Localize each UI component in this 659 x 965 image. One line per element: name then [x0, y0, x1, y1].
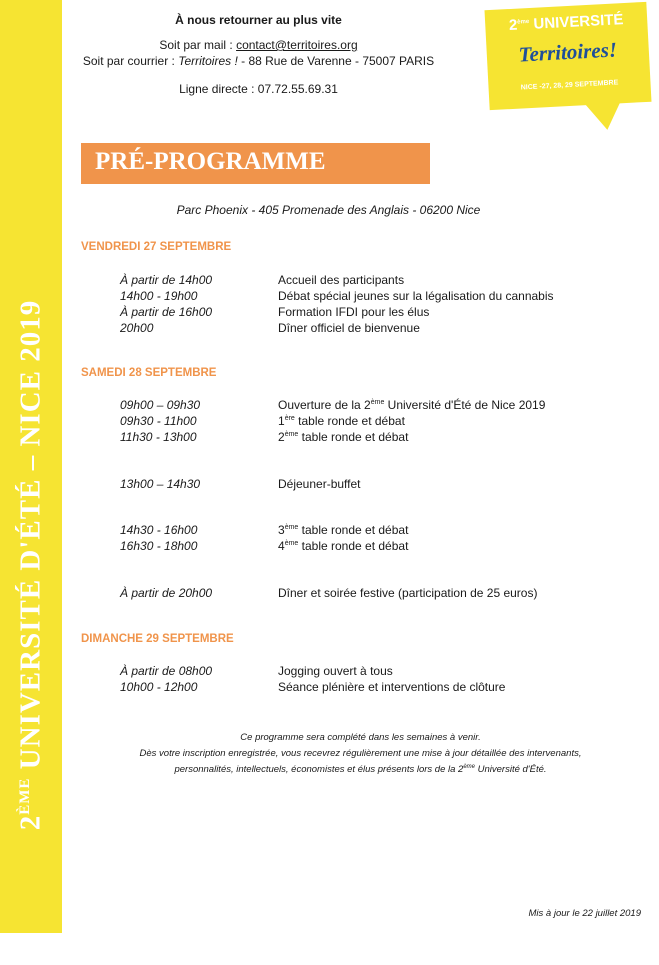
- sidebar-title: 2ÈME UNIVERSITÉ D'ÉTÉ – NICE 2019: [14, 299, 47, 831]
- schedule-activity: Formation IFDI pour les élus: [278, 305, 430, 319]
- schedule-time: 10h00 - 12h00: [120, 680, 198, 694]
- contact-post: Soit par courrier : Territoires ! - 88 Rue de Varenne - 75007 PARIS: [82, 54, 435, 68]
- schedule-row: [120, 414, 620, 430]
- logo-brand: Territoires!: [518, 37, 618, 67]
- schedule-time: À partir de 20h00: [120, 586, 213, 600]
- schedule-row: [120, 289, 620, 305]
- day-heading: SAMEDI 28 SEPTEMBRE: [81, 367, 217, 379]
- footer-line2: Dès votre inscription enregistrée, vous recevrez régulièrement une mise à jour détaillée des intervenants,: [139, 748, 582, 759]
- contact-heading: À nous retourner au plus vite: [175, 13, 342, 27]
- venue-address: Parc Phoenix - 405 Promenade des Anglais - 06200 Nice: [176, 203, 481, 217]
- schedule-row: [120, 539, 620, 555]
- schedule-row: [120, 680, 620, 696]
- schedule-row: [120, 586, 620, 602]
- programme-banner: [81, 143, 430, 184]
- schedule-activity: 3ème table ronde et débat: [278, 523, 409, 537]
- schedule-time: 20h00: [120, 321, 154, 335]
- schedule-activity: Séance plénière et interventions de clôture: [278, 680, 506, 694]
- logo-title: 2ème UNIVERSITÉ: [508, 11, 624, 35]
- schedule-activity: 1ère table ronde et débat: [278, 414, 405, 428]
- update-date: Mis à jour le 22 juillet 2019: [528, 908, 641, 919]
- schedule-activity: Débat spécial jeunes sur la légalisation du cannabis: [278, 289, 554, 303]
- schedule-time: 16h30 - 18h00: [120, 539, 198, 553]
- schedule-activity: Ouverture de la 2ème Université d'Été de Nice 2019: [278, 398, 546, 412]
- schedule-row: [120, 430, 620, 446]
- email-link[interactable]: contact@territoires.org: [236, 38, 358, 52]
- schedule-activity: Dîner officiel de bienvenue: [278, 321, 420, 335]
- schedule-time: 14h00 - 19h00: [120, 289, 198, 303]
- schedule-activity: 2ème table ronde et débat: [278, 430, 409, 444]
- day-heading: VENDREDI 27 SEPTEMBRE: [81, 241, 232, 253]
- schedule-row: [120, 398, 620, 414]
- schedule-time: 14h30 - 16h00: [120, 523, 198, 537]
- schedule-time: 13h00 – 14h30: [120, 477, 201, 491]
- schedule-activity: Déjeuner-buffet: [278, 477, 361, 491]
- schedule-activity: Jogging ouvert à tous: [278, 664, 393, 678]
- footer-line1: Ce programme sera complété dans les semaines à venir.: [240, 732, 481, 743]
- schedule-time: 09h30 - 11h00: [120, 414, 197, 428]
- schedule-row: [120, 664, 620, 680]
- schedule-row: [120, 305, 620, 321]
- logo-dates: NICE -27, 28, 29 SEPTEMBRE: [520, 79, 619, 92]
- university-logo: [484, 2, 651, 110]
- banner-title: PRÉ-PROGRAMME: [95, 148, 326, 175]
- footer-line3: personnalités, intellectuels, économistes et élus présents lors de la 2ème Université d'Été.: [174, 764, 547, 776]
- schedule-row: [120, 523, 620, 539]
- day-heading: DIMANCHE 29 SEPTEMBRE: [81, 633, 234, 645]
- schedule-time: 11h30 - 13h00: [120, 430, 197, 444]
- schedule-row: [120, 477, 620, 493]
- schedule-time: À partir de 08h00: [120, 664, 213, 678]
- contact-mail: Soit par mail : contact@territoires.org: [159, 38, 358, 52]
- schedule-time: À partir de 16h00: [120, 305, 213, 319]
- schedule-activity: Dîner et soirée festive (participation de 25 euros): [278, 586, 538, 600]
- schedule-row: [120, 273, 620, 289]
- schedule-activity: Accueil des participants: [278, 273, 405, 287]
- schedule-row: [120, 321, 620, 337]
- schedule-time: À partir de 14h00: [120, 273, 213, 287]
- contact-phone: Ligne directe : 07.72.55.69.31: [179, 82, 338, 96]
- schedule-activity: 4ème table ronde et débat: [278, 539, 409, 553]
- schedule-time: 09h00 – 09h30: [120, 398, 201, 412]
- sidebar-band: [0, 0, 62, 933]
